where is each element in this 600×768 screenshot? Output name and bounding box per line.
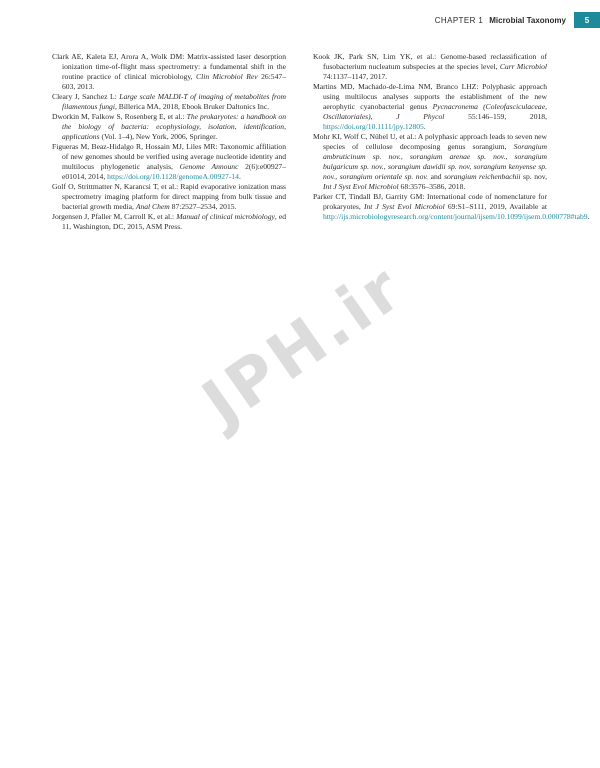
reference-text: 55:146–159, 2018, — [444, 112, 548, 121]
reference-entry — [52, 92, 286, 112]
reference-italic-text: The prokaryotes: a handbook on the biology of bacteria: ecophysiology, isolation, identification, applications — [62, 112, 286, 141]
reference-link[interactable]: http://ijs.microbiologyresearch.org/content/journal/ijsem/10.1099/ijsem.0.000778#tab9 — [323, 212, 588, 221]
reference-italic-text: Large scale MALDI-T of imaging of metabolites from filamentous fungi — [62, 92, 286, 111]
reference-text: , ed 11, Washington, DC, 2015, ASM Press. — [62, 212, 286, 231]
reference-text: 2(6):e00927–e01014, 2014, — [62, 162, 287, 181]
reference-text: 74:1137–1147, 2017. — [323, 72, 388, 81]
reference-text: Martins MD, Machado-de-Lima NM, Branco LHZ: Polyphasic approach using multilocus analyses supports the establishment of the new aerophytic cyanobacterial genus — [313, 82, 547, 111]
reference-italic-text: Anal Chem — [135, 202, 170, 211]
chapter-title: Microbial Taxonomy — [489, 15, 566, 25]
reference-text: 68:3576–3586, 2018. — [398, 182, 466, 191]
reference-text: Golf O, Strittmatter N, Karancsi T, et al.: Rapid evaporative ionization mass spectrometry imaging platform for direct mapping from bulk tissue and bacterial growth media, — [52, 182, 286, 211]
watermark: JPH.ir — [190, 250, 418, 441]
reference-italic-text: Curr Microbiol — [499, 62, 547, 71]
reference-text: and — [428, 172, 445, 181]
reference-link[interactable]: https://doi.org/10.1111/jpy.12805 — [323, 122, 424, 131]
reference-italic-text: Manual of clinical microbiology — [176, 212, 275, 221]
reference-text: 69:S1–S111, 2019, Available at — [444, 202, 547, 211]
reference-text: Dworkin M, Falkow S, Rosenberg E, et al.: — [52, 112, 187, 121]
reference-italic-text: Sorangium ambruticinum sp. nov., sorangium arenae sp. nov., sorangium bulgaricum sp. nov., sorangium dawidii sp. nov, sorangium kenyense sp. nov., sorangium orientale sp. nov. — [323, 142, 547, 181]
reference-italic-text: sorangium reichenbachii — [444, 172, 521, 181]
reference-link[interactable]: https://doi.org/10.1128/genomeA.00927-14 — [107, 172, 239, 181]
reference-entry — [313, 82, 547, 132]
reference-text: Parker CT, Tindall BJ, Garrity GM: International code of nomenclature for prokaryotes, — [313, 192, 547, 211]
reference-text: , — [370, 112, 397, 121]
reference-text: Cleary J, Sanchez L: — [52, 92, 120, 101]
reference-italic-text: Int J Syst Evol Microbiol — [323, 182, 399, 191]
reference-italic-text: Pycnacronema (Coleofasciculaceae, Oscillatoriales) — [323, 102, 547, 121]
reference-italic-text: Int J Syst Evol Microbiol — [363, 202, 445, 211]
reference-entry — [52, 142, 286, 182]
reference-text: (Vol. 1–4), New York, 2006, Springer. — [99, 132, 218, 141]
reference-text: , Billerica MA, 2018, Ebook Bruker Daltonics Inc. — [114, 102, 270, 111]
reference-entry — [313, 132, 547, 192]
reference-entry — [313, 192, 590, 222]
references-left-column — [52, 52, 286, 232]
reference-entry — [313, 52, 547, 82]
reference-text: Figueras M, Beaz-Hidalgo R, Hossain MJ, Liles MR: Taxonomic affiliation of new genomes should be verified using average nucleotide identity and multilocus phylogenetic analysis, — [52, 142, 286, 171]
running-header — [435, 12, 600, 28]
reference-text: Kook JK, Park SN, Lim YK, et al.: Genome-based reclassification of fusobacterium nucleatum subspecies at the species level, — [313, 52, 547, 71]
reference-entry — [52, 182, 286, 212]
reference-italic-text: Genome Announc — [179, 162, 239, 171]
reference-text: . — [423, 122, 426, 131]
reference-text: Clark AE, Kaleta EJ, Arora A, Wolk DM: Matrix-assisted laser desorption ionization time-of-flight mass spectrometry: a fundamental shift in the routine practice of clinical microbiology, — [52, 52, 286, 81]
reference-text: 87:2527–2534, 2015. — [169, 202, 237, 211]
page-number: 5 — [574, 12, 600, 28]
reference-entry — [52, 212, 286, 232]
reference-text: sp. nov, — [520, 172, 547, 181]
reference-entry — [52, 112, 286, 142]
reference-text: . — [587, 212, 590, 221]
reference-text: Mohr KI, Wolf C, Nübel U, et al.: A polyphasic approach leads to seven new species of cellulose decomposing genus sorangium, — [313, 132, 547, 151]
reference-italic-text: J Phycol — [396, 112, 445, 121]
reference-italic-text: Clin Microbiol Rev — [196, 72, 258, 81]
reference-entry — [52, 52, 286, 92]
reference-text: 26:547–603, 2013. — [62, 72, 286, 91]
chapter-label: CHAPTER 1 — [434, 15, 484, 25]
reference-text: Jorgensen J, Pfaller M, Carroll K, et al.: — [52, 212, 177, 221]
references-right-column — [313, 52, 590, 222]
reference-text: . — [238, 172, 241, 181]
